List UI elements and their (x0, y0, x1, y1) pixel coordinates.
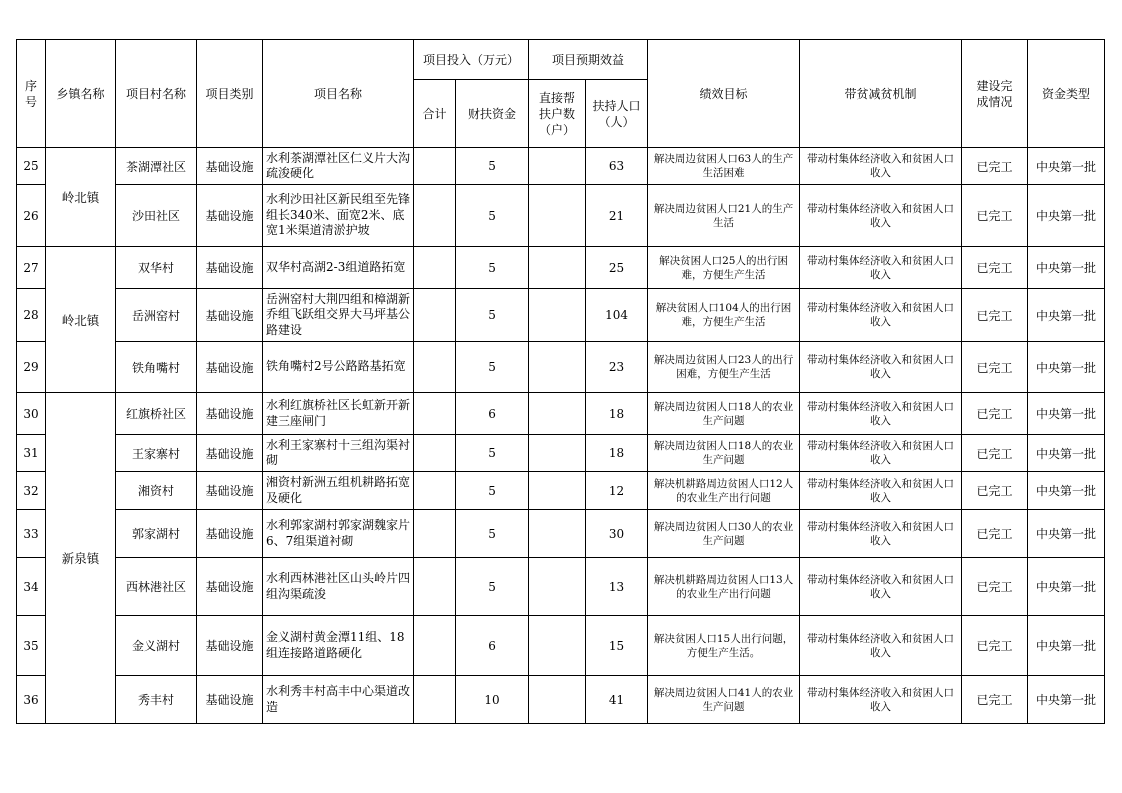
table-row (17, 289, 1105, 342)
row-status: 已完工 (962, 435, 1028, 472)
header-investment: 项目投入（万元） (414, 40, 529, 80)
row-total (414, 185, 456, 247)
row-households (529, 558, 586, 616)
row-goal: 解决周边贫困人口63人的生产生活困难 (648, 148, 800, 185)
row-mechanism: 带动村集体经济收入和贫困人口收入 (800, 393, 962, 435)
table-row (17, 510, 1105, 558)
row-village: 双华村 (116, 247, 197, 289)
row-project: 岳洲窑村大荆四组和樟湖新乔组飞跃组交界大马坪基公路建设 (263, 289, 414, 342)
row-seq: 27 (17, 247, 46, 289)
header-seq: 序号 (17, 40, 46, 148)
row-status: 已完工 (962, 289, 1028, 342)
header-category: 项目类别 (197, 40, 263, 148)
header-fund: 财扶资金 (456, 80, 529, 148)
row-mechanism: 带动村集体经济收入和贫困人口收入 (800, 510, 962, 558)
header-households: 直接帮扶户数（户） (529, 80, 586, 148)
row-village: 秀丰村 (116, 676, 197, 724)
row-mechanism: 带动村集体经济收入和贫困人口收入 (800, 148, 962, 185)
row-project: 水利秀丰村高丰中心渠道改造 (263, 676, 414, 724)
row-seq: 29 (17, 342, 46, 393)
row-fund-type: 中央第一批 (1028, 342, 1105, 393)
row-households (529, 472, 586, 510)
row-village: 铁角嘴村 (116, 342, 197, 393)
table-row (17, 472, 1105, 510)
row-village: 王家寨村 (116, 435, 197, 472)
table-row (17, 247, 1105, 289)
header-total: 合计 (414, 80, 456, 148)
row-population: 18 (586, 435, 648, 472)
row-goal: 解决机耕路周边贫困人口13人的农业生产出行问题 (648, 558, 800, 616)
row-category: 基础设施 (197, 289, 263, 342)
row-total (414, 510, 456, 558)
row-total (414, 342, 456, 393)
row-category: 基础设施 (197, 435, 263, 472)
row-category: 基础设施 (197, 616, 263, 676)
town-cell: 岭北镇 (46, 148, 116, 247)
row-category: 基础设施 (197, 676, 263, 724)
row-households (529, 393, 586, 435)
row-category: 基础设施 (197, 558, 263, 616)
row-status: 已完工 (962, 558, 1028, 616)
table-row (17, 435, 1105, 472)
row-village: 沙田社区 (116, 185, 197, 247)
row-fund-type: 中央第一批 (1028, 472, 1105, 510)
row-mechanism: 带动村集体经济收入和贫困人口收入 (800, 558, 962, 616)
row-total (414, 148, 456, 185)
row-mechanism: 带动村集体经济收入和贫困人口收入 (800, 247, 962, 289)
row-households (529, 342, 586, 393)
row-seq: 35 (17, 616, 46, 676)
row-category: 基础设施 (197, 148, 263, 185)
row-households (529, 289, 586, 342)
header-benefit: 项目预期效益 (529, 40, 648, 80)
row-goal: 解决贫困人口25人的出行困难，方便生产生活 (648, 247, 800, 289)
row-population: 23 (586, 342, 648, 393)
table-row (17, 393, 1105, 435)
row-project: 水利西林港社区山头岭片四组沟渠疏浚 (263, 558, 414, 616)
header-mechanism: 带贫减贫机制 (800, 40, 962, 148)
row-project: 水利王家寨村十三组沟渠衬砌 (263, 435, 414, 472)
row-fund-type: 中央第一批 (1028, 616, 1105, 676)
row-total (414, 247, 456, 289)
header-goal: 绩效目标 (648, 40, 800, 148)
row-status: 已完工 (962, 472, 1028, 510)
row-total (414, 676, 456, 724)
table-row (17, 185, 1105, 247)
header-status: 建设完成情况 (962, 40, 1028, 148)
row-fund-type: 中央第一批 (1028, 558, 1105, 616)
row-goal: 解决周边贫困人口18人的农业生产问题 (648, 393, 800, 435)
row-households (529, 676, 586, 724)
row-seq: 33 (17, 510, 46, 558)
row-fund: 5 (456, 247, 529, 289)
project-table (16, 39, 1105, 724)
row-fund-type: 中央第一批 (1028, 393, 1105, 435)
row-population: 12 (586, 472, 648, 510)
table-row (17, 342, 1105, 393)
row-households (529, 247, 586, 289)
row-goal: 解决周边贫困人口21人的生产生活 (648, 185, 800, 247)
row-category: 基础设施 (197, 393, 263, 435)
row-fund: 5 (456, 289, 529, 342)
row-village: 红旗桥社区 (116, 393, 197, 435)
row-status: 已完工 (962, 247, 1028, 289)
header-village: 项目村名称 (116, 40, 197, 148)
row-fund-type: 中央第一批 (1028, 676, 1105, 724)
table-row (17, 616, 1105, 676)
row-seq: 25 (17, 148, 46, 185)
row-fund: 6 (456, 393, 529, 435)
row-project: 水利茶湖潭社区仁义片大沟疏浚硬化 (263, 148, 414, 185)
row-fund-type: 中央第一批 (1028, 148, 1105, 185)
row-fund: 10 (456, 676, 529, 724)
row-fund: 5 (456, 435, 529, 472)
row-seq: 30 (17, 393, 46, 435)
row-households (529, 510, 586, 558)
row-fund-type: 中央第一批 (1028, 185, 1105, 247)
row-goal: 解决周边贫困人口23人的出行困难，方便生产生活 (648, 342, 800, 393)
row-households (529, 185, 586, 247)
row-category: 基础设施 (197, 342, 263, 393)
row-status: 已完工 (962, 342, 1028, 393)
row-population: 13 (586, 558, 648, 616)
row-fund-type: 中央第一批 (1028, 247, 1105, 289)
row-goal: 解决贫困人口15人出行问题，方便生产生活。 (648, 616, 800, 676)
row-village: 西林港社区 (116, 558, 197, 616)
row-total (414, 472, 456, 510)
row-project: 双华村高湖2-3组道路拓宽 (263, 247, 414, 289)
row-status: 已完工 (962, 393, 1028, 435)
row-population: 104 (586, 289, 648, 342)
row-goal: 解决贫困人口104人的出行困难，方便生产生活 (648, 289, 800, 342)
row-mechanism: 带动村集体经济收入和贫困人口收入 (800, 472, 962, 510)
row-status: 已完工 (962, 510, 1028, 558)
row-fund: 5 (456, 185, 529, 247)
row-households (529, 616, 586, 676)
row-total (414, 289, 456, 342)
town-cell: 岭北镇 (46, 247, 116, 393)
row-mechanism: 带动村集体经济收入和贫困人口收入 (800, 435, 962, 472)
row-project: 铁角嘴村2号公路路基拓宽 (263, 342, 414, 393)
row-fund-type: 中央第一批 (1028, 289, 1105, 342)
header-population: 扶持人口（人） (586, 80, 648, 148)
row-village: 金义湖村 (116, 616, 197, 676)
row-population: 15 (586, 616, 648, 676)
table-row (17, 558, 1105, 616)
row-fund: 6 (456, 616, 529, 676)
row-project: 水利红旗桥社区长虹新开新建三座闸门 (263, 393, 414, 435)
header-project: 项目名称 (263, 40, 414, 148)
row-population: 21 (586, 185, 648, 247)
row-fund: 5 (456, 510, 529, 558)
row-category: 基础设施 (197, 185, 263, 247)
row-seq: 28 (17, 289, 46, 342)
row-category: 基础设施 (197, 510, 263, 558)
row-project: 湘资村新洲五组机耕路拓宽及硬化 (263, 472, 414, 510)
row-village: 郭家湖村 (116, 510, 197, 558)
row-category: 基础设施 (197, 247, 263, 289)
town-cell: 新泉镇 (46, 393, 116, 724)
row-mechanism: 带动村集体经济收入和贫困人口收入 (800, 289, 962, 342)
table-row (17, 676, 1105, 724)
row-goal: 解决周边贫困人口30人的农业生产问题 (648, 510, 800, 558)
row-total (414, 558, 456, 616)
row-mechanism: 带动村集体经济收入和贫困人口收入 (800, 676, 962, 724)
row-total (414, 393, 456, 435)
row-households (529, 148, 586, 185)
row-fund: 5 (456, 342, 529, 393)
row-project: 水利沙田社区新民组至先锋组长340米、面宽2米、底宽1米渠道清淤护坡 (263, 185, 414, 247)
row-population: 30 (586, 510, 648, 558)
row-goal: 解决周边贫困人口18人的农业生产问题 (648, 435, 800, 472)
row-project: 金义湖村黄金潭11组、18组连接路道路硬化 (263, 616, 414, 676)
row-population: 18 (586, 393, 648, 435)
row-village: 岳洲窑村 (116, 289, 197, 342)
row-status: 已完工 (962, 616, 1028, 676)
row-village: 茶湖潭社区 (116, 148, 197, 185)
row-households (529, 435, 586, 472)
row-fund: 5 (456, 148, 529, 185)
row-village: 湘资村 (116, 472, 197, 510)
row-mechanism: 带动村集体经济收入和贫困人口收入 (800, 616, 962, 676)
row-seq: 34 (17, 558, 46, 616)
row-seq: 36 (17, 676, 46, 724)
row-total (414, 435, 456, 472)
table-row (17, 148, 1105, 185)
row-mechanism: 带动村集体经济收入和贫困人口收入 (800, 342, 962, 393)
row-seq: 31 (17, 435, 46, 472)
row-seq: 26 (17, 185, 46, 247)
header-fund-type: 资金类型 (1028, 40, 1105, 148)
row-fund-type: 中央第一批 (1028, 510, 1105, 558)
row-status: 已完工 (962, 148, 1028, 185)
row-fund-type: 中央第一批 (1028, 435, 1105, 472)
row-goal: 解决周边贫困人口41人的农业生产问题 (648, 676, 800, 724)
row-status: 已完工 (962, 185, 1028, 247)
row-goal: 解决机耕路周边贫困人口12人的农业生产出行问题 (648, 472, 800, 510)
row-mechanism: 带动村集体经济收入和贫困人口收入 (800, 185, 962, 247)
row-project: 水利郭家湖村郭家湖魏家片6、7组渠道衬砌 (263, 510, 414, 558)
row-population: 63 (586, 148, 648, 185)
row-fund: 5 (456, 558, 529, 616)
row-status: 已完工 (962, 676, 1028, 724)
row-category: 基础设施 (197, 472, 263, 510)
row-population: 41 (586, 676, 648, 724)
header-town: 乡镇名称 (46, 40, 116, 148)
row-population: 25 (586, 247, 648, 289)
row-fund: 5 (456, 472, 529, 510)
row-seq: 32 (17, 472, 46, 510)
row-total (414, 616, 456, 676)
